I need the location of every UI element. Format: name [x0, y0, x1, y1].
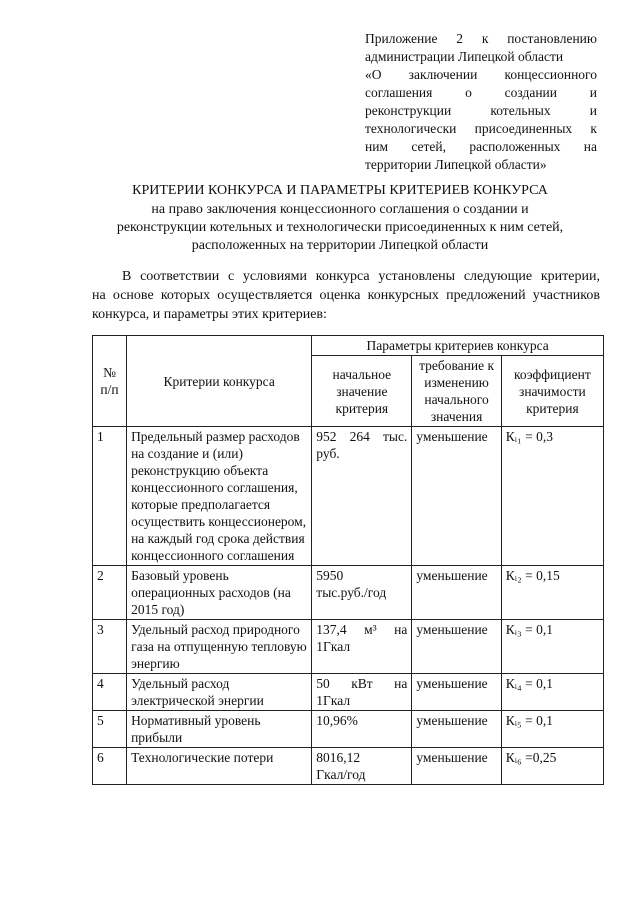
initial-value-line: 50 кВт на — [316, 676, 408, 691]
document-subtitle-line: реконструкции котельных и технологически присоединенных к ним сетей, — [116, 220, 564, 235]
row-number: 3 — [93, 620, 127, 674]
row-initial-value — [312, 427, 412, 566]
row-requirement: уменьшение — [412, 674, 501, 711]
table-row — [93, 427, 604, 566]
row-initial-value — [312, 620, 412, 674]
header-parameters: Параметры критериев конкурса — [312, 336, 604, 356]
header-initial-value: начальное значение критерия — [312, 356, 412, 427]
row-criterion: Базовый уровень операционных расходов (на 2015 год) — [127, 566, 312, 620]
row-criterion: Удельный расход электрической энергии — [127, 674, 312, 711]
row-criterion: Технологические потери — [127, 748, 312, 785]
row-coefficient: Кᵢ₄ = 0,1 — [501, 674, 603, 711]
row-requirement: уменьшение — [412, 566, 501, 620]
row-requirement: уменьшение — [412, 427, 501, 566]
table-row — [93, 674, 604, 711]
annex-line: «О заключении концессионного — [365, 67, 597, 82]
row-coefficient: Кᵢ₅ = 0,1 — [501, 711, 603, 748]
table-row — [93, 711, 604, 748]
row-coefficient: Кᵢ₃ = 0,1 — [501, 620, 603, 674]
row-coefficient: Кᵢ₁ = 0,3 — [501, 427, 603, 566]
row-requirement: уменьшение — [412, 748, 501, 785]
row-criterion: Предельный размер расходов на создание и (или) реконструкцию объекта концессионного соглашения, которые предполагается осуществить концессионером, на каждый год срока действия концессионного соглашения — [127, 427, 312, 566]
row-requirement: уменьшение — [412, 620, 501, 674]
row-criterion: Удельный расход природного газа на отпущенную тепловую энергию — [127, 620, 312, 674]
row-number: 5 — [93, 711, 127, 748]
criteria-table — [92, 335, 604, 785]
row-initial-value — [312, 566, 412, 620]
initial-value-line: 8016,12 — [316, 750, 361, 765]
annex-reference — [365, 30, 597, 174]
initial-value-line: 5950 — [316, 568, 344, 583]
row-initial-value — [312, 674, 412, 711]
initial-value-line: руб. — [316, 446, 340, 461]
intro-line: на основе которых осуществляется оценка конкурсных предложений участников — [92, 288, 600, 303]
row-criterion: Нормативный уровень прибыли — [127, 711, 312, 748]
document-subtitle-line: на право заключения концессионного соглашения о создании и — [151, 202, 529, 217]
table-row — [93, 748, 604, 785]
row-number: 2 — [93, 566, 127, 620]
initial-value-line: 1Гкал — [316, 693, 351, 708]
initial-value-line: 10,96% — [316, 713, 358, 728]
initial-value-line: Гкал/год — [316, 767, 366, 782]
row-number: 1 — [93, 427, 127, 566]
annex-line: соглашения о создании и — [365, 85, 597, 100]
row-initial-value — [312, 711, 412, 748]
row-coefficient: Кᵢ₆ =0,25 — [501, 748, 603, 785]
row-coefficient: Кᵢ₂ = 0,15 — [501, 566, 603, 620]
document-title: КРИТЕРИИ КОНКУРСА И ПАРАМЕТРЫ КРИТЕРИЕВ КОНКУРСА — [132, 183, 548, 198]
row-number: 4 — [93, 674, 127, 711]
header-number: № п/п — [93, 336, 127, 427]
header-coefficient: коэффициент значимости критерия — [501, 356, 603, 427]
annex-line: Приложение 2 к постановлению — [365, 31, 597, 46]
annex-line: территории Липецкой области» — [365, 157, 547, 172]
annex-line: ним сетей, расположенных на — [365, 139, 597, 154]
intro-line: В соответствии с условиями конкурса установлены следующие критерии, — [122, 269, 600, 284]
initial-value-line: 952 264 тыс. — [316, 429, 408, 444]
intro-line: конкурса, и параметры этих критериев: — [92, 307, 327, 322]
initial-value-line: тыс.руб./год — [316, 585, 387, 600]
header-criterion: Критерии конкурса — [127, 336, 312, 427]
annex-line: реконструкции котельных и — [365, 103, 597, 118]
annex-line: администрации Липецкой области — [365, 49, 564, 64]
initial-value-line: 137,4 м³ на — [316, 622, 408, 637]
document-subtitle-line: расположенных на территории Липецкой области — [191, 238, 489, 253]
initial-value-line: 1Гкал — [316, 639, 351, 654]
row-number: 6 — [93, 748, 127, 785]
table-row — [93, 566, 604, 620]
row-initial-value — [312, 748, 412, 785]
intro-paragraph — [92, 267, 600, 324]
table-header-row — [93, 336, 604, 356]
header-requirement: требование к изменению начального значения — [412, 356, 501, 427]
annex-line: технологически присоединенных к — [365, 121, 597, 136]
table-row — [93, 620, 604, 674]
row-requirement: уменьшение — [412, 711, 501, 748]
